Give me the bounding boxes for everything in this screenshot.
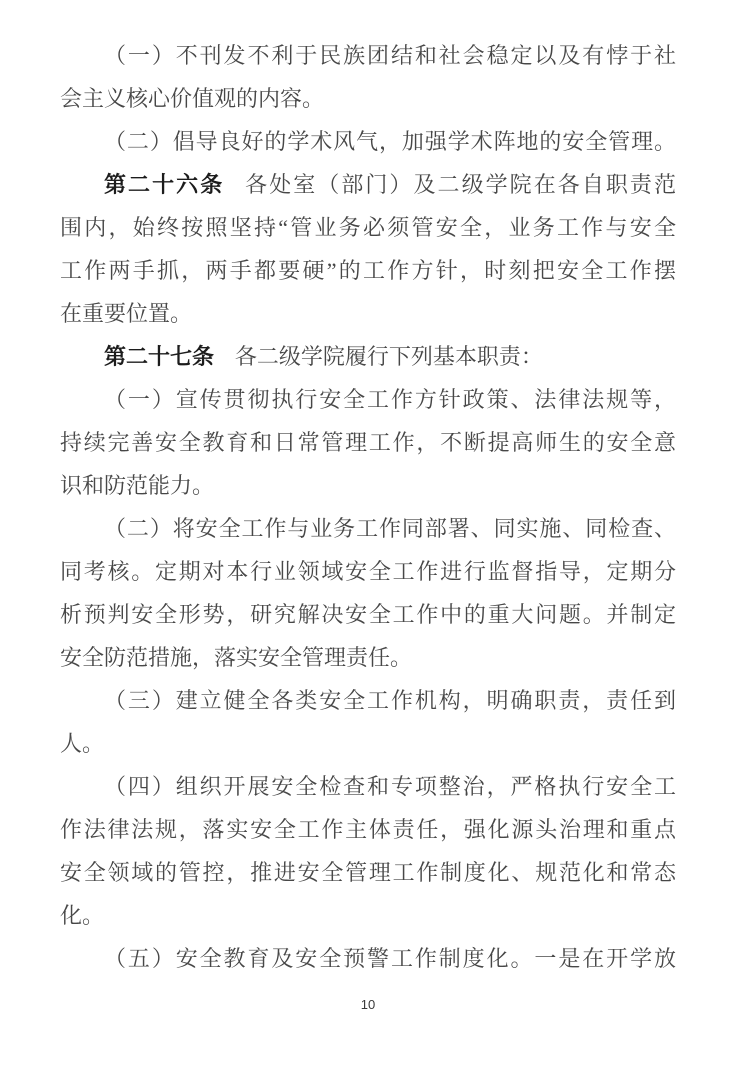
document-body (60, 34, 676, 980)
text-line (60, 808, 676, 851)
text-line (60, 550, 676, 593)
line-text: （二）倡导良好的学术风气，加强学术阵地的安全管理。 (104, 129, 676, 154)
text-line (60, 636, 676, 679)
line-text: 安全领域的管控，推进安全管理工作制度化、规范化和常态 (60, 860, 676, 885)
text-line (60, 593, 676, 636)
text-line (60, 77, 676, 120)
line-text: （三）建立健全各类安全工作机构，明确职责，责任到 (104, 688, 676, 713)
line-text: 在重要位置。 (60, 301, 193, 326)
line-text: 析预判安全形势，研究解决安全工作中的重大问题。并制定 (60, 602, 676, 627)
text-line (60, 722, 676, 765)
text-line (60, 507, 676, 550)
paragraph (60, 679, 676, 765)
line-text: （二）将安全工作与业务工作同部署、同实施、同检查、 (104, 516, 676, 541)
paragraph (60, 937, 676, 980)
line-text: 各处室（部门）及二级学院在各自职责范 (245, 172, 676, 197)
text-line (60, 464, 676, 507)
line-text: 安全防范措施，落实安全管理责任。 (60, 645, 413, 670)
paragraph (60, 507, 676, 679)
line-text: （一）不刊发不利于民族团结和社会稳定以及有悖于社 (104, 43, 676, 68)
page-number: 10 (360, 997, 376, 1012)
text-line (60, 335, 676, 378)
text-line (60, 206, 676, 249)
text-line (60, 378, 676, 421)
line-text: （一）宣传贯彻执行安全工作方针政策、法律法规等， (104, 387, 676, 412)
line-text: 作法律法规，落实安全工作主体责任，强化源头治理和重点 (60, 817, 676, 842)
text-line (60, 894, 676, 937)
paragraph (60, 765, 676, 937)
text-line (60, 34, 676, 77)
text-line (60, 120, 676, 163)
article-number: 第二十七条 (104, 344, 215, 369)
text-line (60, 937, 676, 980)
line-text: （五）安全教育及安全预警工作制度化。一是在开学放 (104, 946, 676, 971)
text-line (60, 292, 676, 335)
line-text: 化。 (60, 903, 105, 928)
text-line (60, 163, 676, 206)
text-line (60, 249, 676, 292)
line-text: 会主义核心价值观的内容。 (60, 86, 325, 111)
text-line (60, 851, 676, 894)
paragraph (60, 378, 676, 507)
text-line (60, 765, 676, 808)
line-text: 各二级学院履行下列基本职责： (234, 344, 543, 369)
line-text: 人。 (60, 731, 105, 756)
paragraph (60, 335, 676, 378)
paragraph (60, 163, 676, 335)
text-line (60, 421, 676, 464)
line-text: 工作两手抓，两手都要硬”的工作方针，时刻把安全工作摆 (60, 258, 676, 283)
line-text: （四）组织开展安全检查和专项整治，严格执行安全工 (104, 774, 676, 799)
line-text: 同考核。定期对本行业领域安全工作进行监督指导，定期分 (60, 559, 676, 584)
line-text: 持续完善安全教育和日常管理工作，不断提高师生的安全意 (60, 430, 676, 455)
article-number: 第二十六条 (104, 172, 225, 197)
line-text: 围内，始终按照坚持“管业务必须管安全，业务工作与安全 (60, 215, 676, 240)
paragraph (60, 120, 676, 163)
text-line (60, 679, 676, 722)
paragraph (60, 34, 676, 120)
line-text: 识和防范能力。 (60, 473, 215, 498)
